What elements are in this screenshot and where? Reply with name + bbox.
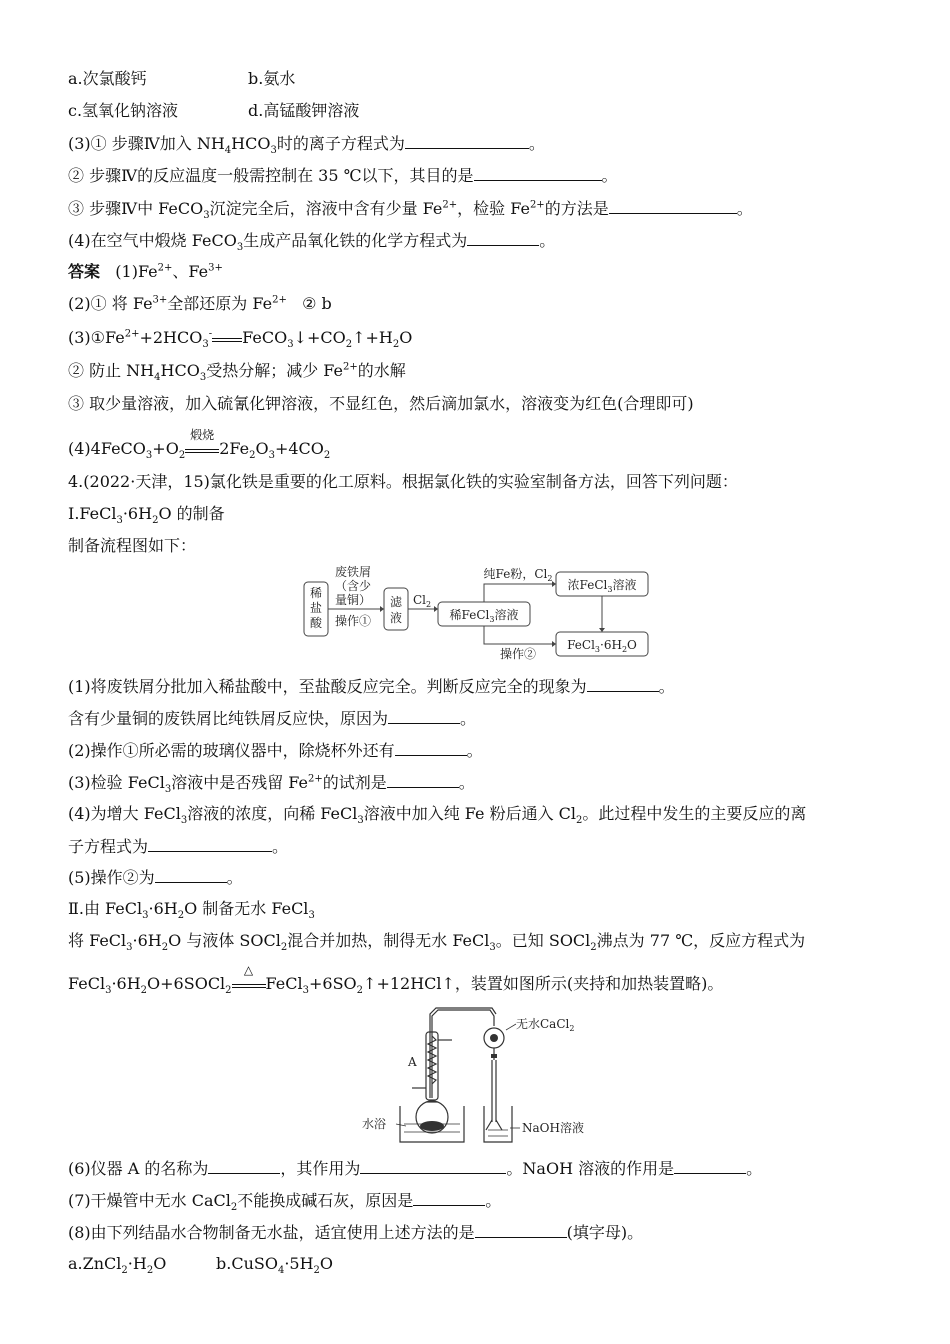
- answer-blank[interactable]: [474, 164, 602, 181]
- answer-blank[interactable]: [148, 835, 272, 852]
- label-a: A: [408, 1055, 417, 1069]
- sub-2: (2)操作①所必需的玻璃仪器中，除烧杯外还有 。: [68, 741, 483, 760]
- part-2-heading: Ⅱ.由 $FeCl_3\cdot 6H_2O$ 制备无水 FeCl$_3$: [68, 899, 315, 922]
- option-b: b.氨水: [248, 69, 296, 88]
- question-3-1: (3)① 步骤Ⅳ加入 $NH_4HCO_3$时的离子方程式为 。: [68, 134, 545, 157]
- answer-blank[interactable]: [208, 1157, 280, 1174]
- flow-pure: 纯Fe粉，$Cl_2$: [483, 567, 553, 583]
- flow-scrap-2: （含少: [334, 579, 372, 593]
- answer-blank[interactable]: [587, 675, 659, 692]
- question-4: (4)在空气中煅烧 FeCO$_3$生成产品氧化铁的化学方程式为 。: [68, 231, 556, 254]
- part-2-line-1: 将 $FeCl_3\cdot 6H_2O$ 与液体 SOCl$_2$混合并加热，制得无水 FeCl$_3$。已知 SOCl$_2$沸点为 77 ℃，反应方程式为: [68, 931, 806, 954]
- apparatus-diagram: [360, 1002, 600, 1150]
- answer-4: $(4)4FeCO_3+O_2$ 煅烧 $2Fe_2O_3+4CO_2$: [68, 427, 331, 462]
- answer-1: 答案 $(1)Fe^{2+}$、$Fe^{3+}$: [68, 262, 223, 281]
- answer-blank[interactable]: [360, 1157, 506, 1174]
- answer-blank[interactable]: [609, 197, 737, 214]
- sub-4-cont: 子方程式为 。: [68, 837, 289, 856]
- flow-op2: 操作②: [499, 647, 537, 661]
- flow-op1: 操作①: [334, 614, 372, 628]
- flowchart: [300, 562, 660, 666]
- flow-filtrate-1: 滤: [389, 595, 403, 609]
- flow-product: $FeCl_3\cdot 6H_2O$: [567, 638, 637, 654]
- flow-filtrate-2: 液: [389, 611, 403, 625]
- question-3-2: ② 步骤Ⅳ的反应温度一般需控制在 35 ℃以下，其目的是 。: [68, 166, 618, 185]
- sub-1b: 含有少量铜的废铁屑比纯铁屑反应快，原因为 。: [68, 709, 477, 728]
- question-3-3: ③ 步骤Ⅳ中 FeCO$_3$沉淀完全后，溶液中含有少量 $Fe^{2+}$，检验 $Fe^{2+}$的方法是 。: [68, 199, 753, 222]
- answer-blank[interactable]: [395, 739, 467, 756]
- part-2-line-2: $FeCl_3\cdot 6H_2O+6SOCl_2$ △ $FeCl_3+6SO_2↑+12HCl↑$，装置如图所示(夹持和加热装置略)。: [68, 962, 724, 997]
- answer-blank[interactable]: [388, 707, 460, 724]
- answer-3-1: $(3)①Fe^{2+}+2HCO_3^-$ $FeCO_3↓+CO_2↑+H_2O$: [68, 328, 413, 351]
- label-water-bath: 水浴: [362, 1117, 387, 1131]
- question-4-intro: 4.(2022·天津，15)氯化铁是重要的化工原料。根据氯化铁的实验室制备方法，回答下列问题：: [68, 472, 738, 491]
- sub-3: (3)检验 FeCl$_3$溶液中是否残留 $Fe^{2+}$的试剂是 。: [68, 773, 475, 796]
- answer-blank[interactable]: [387, 771, 459, 788]
- answer-blank[interactable]: [674, 1157, 746, 1174]
- flow-intro: 制备流程图如下：: [68, 536, 197, 555]
- option-c: c.氢氧化钠溶液: [68, 101, 179, 120]
- flow-acid-3: 酸: [309, 616, 323, 630]
- sub-1a: (1)将废铁屑分批加入稀盐酸中，至盐酸反应完全。判断反应完全的现象为 。: [68, 677, 675, 696]
- option-8a: $a.ZnCl_2\cdot H_2O$: [68, 1254, 167, 1277]
- answer-3-3: ③ 取少量溶液，加入硫氰化钾溶液，不显红色，然后滴加氯水，溶液变为红色(合理即可): [68, 394, 694, 413]
- answer-blank[interactable]: [155, 866, 227, 883]
- label-cacl2: 无水CaCl$_2$: [516, 1017, 575, 1033]
- sub-6: (6)仪器 A 的名称为 ，其作用为 。NaOH 溶液的作用是 。: [68, 1159, 763, 1178]
- flow-acid-1: 稀: [309, 586, 323, 600]
- answer-blank[interactable]: [467, 229, 539, 246]
- answer-2: (2)① 将 $Fe^{3+}$全部还原为 $Fe^{2+}$ ② b: [68, 294, 332, 313]
- flow-acid-2: 盐: [309, 601, 323, 615]
- sub-4: (4)为增大 FeCl$_3$溶液的浓度，向稀 FeCl$_3$溶液中加入纯 Fe 粉后通入 $Cl_2$。此过程中发生的主要反应的离: [68, 804, 807, 827]
- flow-cl2: $Cl_2$: [412, 593, 432, 609]
- option-a: a.次氯酸钙: [68, 69, 147, 88]
- flow-conc: 浓FeCl$_3$溶液: [567, 578, 637, 594]
- sub-5: (5)操作②为 。: [68, 868, 243, 887]
- flow-scrap-3: 量铜）: [334, 593, 372, 607]
- part-1-heading: $Ⅰ.FeCl_3\cdot 6H_2O$ 的制备: [68, 504, 225, 527]
- option-d: d.高锰酸钾溶液: [248, 101, 360, 120]
- flow-scrap-1: 废铁屑: [334, 565, 372, 579]
- sub-8: (8)由下列结晶水合物制备无水盐，适宜使用上述方法的是 (填字母)。: [68, 1223, 644, 1242]
- option-8b: $b.CuSO_4\cdot 5H_2O$: [216, 1254, 334, 1277]
- flow-dilute: 稀FeCl$_3$溶液: [449, 608, 519, 624]
- answer-3-2: ② 防止 $NH_4HCO_3$受热分解；减少 $Fe^{2+}$的水解: [68, 361, 406, 384]
- answer-blank[interactable]: [413, 1189, 485, 1206]
- label-naoh: NaOH溶液: [522, 1121, 584, 1135]
- sub-7: (7)干燥管中无水 CaCl$_2$不能换成碱石灰，原因是 。: [68, 1191, 502, 1214]
- answer-blank[interactable]: [475, 1221, 567, 1238]
- answer-blank[interactable]: [405, 132, 529, 149]
